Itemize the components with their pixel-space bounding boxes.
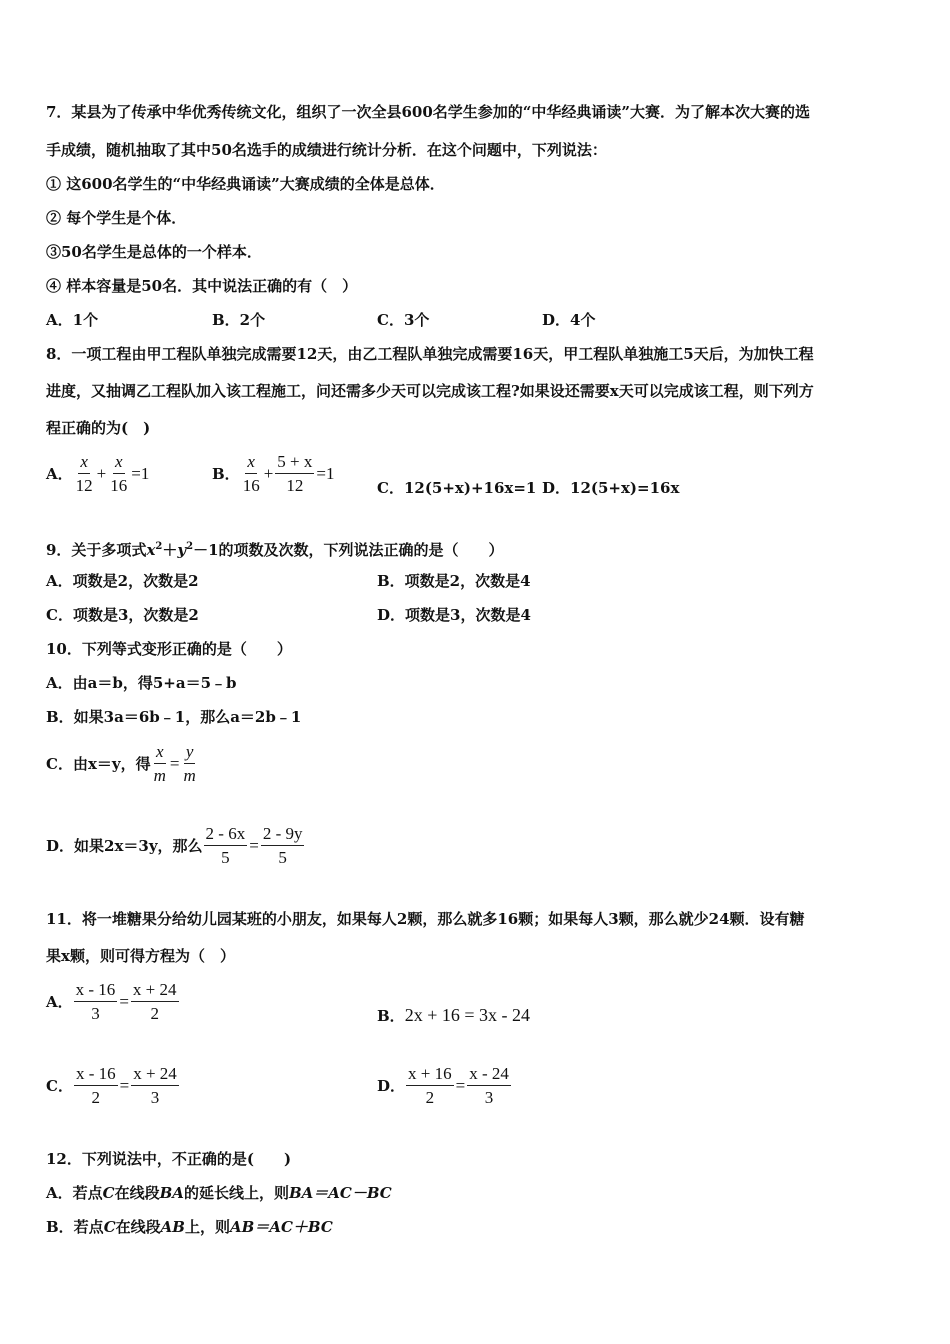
- q8-stem-line1: 8．一项工程由甲工程队单独完成需要12天，由乙工程队单独完成需要16天，甲工程队单独施工5天后，为加快工程: [46, 345, 814, 363]
- fraction: $\frac{x - 16}{2}$: [75, 1064, 116, 1107]
- q8-option-d: D．12(5+x)=16x: [542, 479, 680, 497]
- fraction: $\frac{x}{m}$: [153, 742, 166, 785]
- q12-option-b: B．若点C在线段AB上，则AB＝AC＋BC: [46, 1218, 333, 1236]
- fraction: $\frac{2 - 6x}{5}$: [205, 824, 246, 867]
- q10-option-d: D．如果2x＝3y，那么 $\frac{2 - 6x}{5}$ = $\frac{2 - 9y}{5}$: [46, 824, 303, 867]
- q9-option-d: D．项数是3，次数是4: [377, 606, 531, 624]
- q8-option-c: C．12(5+x)+16x=1: [377, 479, 537, 497]
- fraction: $\frac{x + 16}{2}$: [408, 1064, 452, 1107]
- q11-stem-line1: 11．将一堆糖果分给幼儿园某班的小朋友，如果每人2颗，那么就多16颗；如果每人3颗，那么就少24颗．设有糖: [46, 910, 805, 928]
- q8-option-a-label: A．: [46, 465, 73, 483]
- q8-option-b: B． $\frac{x}{16}$ + $\frac{5 + x}{12}$ =1: [212, 452, 335, 495]
- q8-stem-line3: 程正确的为( ): [46, 419, 151, 437]
- q7-option-a: A．1个: [46, 311, 99, 329]
- fraction: $\frac{x + 24}{3}$: [133, 1064, 177, 1107]
- q7-statement-2: ② 每个学生是个体．: [46, 209, 187, 227]
- q7-option-d: D．4个: [542, 311, 596, 329]
- q9-option-b: B．项数是2，次数是4: [377, 572, 531, 590]
- q11-stem-line2: 果x颗，则可得方程为（ ）: [46, 947, 235, 965]
- q9-option-c: C．项数是3，次数是2: [46, 606, 199, 624]
- fraction: $\frac{x}{12}$: [75, 452, 93, 495]
- q7-stem-line2: 手成绩，随机抽取了其中50名选手的成绩进行统计分析．在这个问题中，下列说法：: [46, 141, 607, 159]
- q10-option-b: B．如果3a＝6b﹣1，那么a＝2b﹣1: [46, 708, 302, 726]
- fraction: $\frac{x - 24}{3}$: [469, 1064, 509, 1107]
- q9-stem: 9．关于多项式$x^2+y^2-1$的项数及次数，下列说法正确的是（ ）: [46, 541, 504, 559]
- fraction: $\frac{x - 16}{3}$: [75, 980, 116, 1023]
- q12-option-a: A．若点C在线段BA的延长线上，则BA＝AC－BC: [46, 1184, 392, 1202]
- fraction: $\frac{x}{16}$: [242, 452, 260, 495]
- q7-statement-4: ④ 样本容量是50名．其中说法正确的有（ ）: [46, 277, 358, 295]
- q7-statement-1: ① 这600名学生的“中华经典诵读”大赛成绩的全体是总体．: [46, 175, 445, 193]
- q12-stem: 12．下列说法中，不正确的是( ): [46, 1150, 292, 1168]
- q8-option-b-label: B．: [212, 465, 240, 483]
- q7-stem-line1: 7．某县为了传承中华优秀传统文化，组织了一次全县600名学生参加的“中华经典诵读”大赛．为了解本次大赛的选: [46, 103, 811, 121]
- q7-option-c: C．3个: [377, 311, 430, 329]
- fraction: $\frac{y}{m}$: [183, 742, 196, 785]
- q8-stem-line2: 进度，又抽调乙工程队加入该工程施工，问还需多少天可以完成该工程?如果设还需要x天可以完成该工程，则下列方: [46, 382, 814, 400]
- q10-stem: 10．下列等式变形正确的是（ ）: [46, 640, 292, 658]
- q10-option-a: A．由a＝b，得5+a＝5﹣b: [46, 674, 237, 692]
- fraction: $\frac{x + 24}{2}$: [132, 980, 177, 1023]
- q11-option-b: B．2x + 16 = 3x - 24: [377, 1005, 530, 1025]
- q11-option-c: C． $\frac{x - 16}{2}$ = $\frac{x + 24}{3}$: [46, 1064, 177, 1107]
- fraction: $\frac{x}{16}$: [110, 452, 128, 495]
- q8-option-a: A． $\frac{x}{12}$ + $\frac{x}{16}$ =1: [46, 452, 150, 495]
- q11-option-a: A． $\frac{x - 16}{3}$ = $\frac{x + 24}{2}$: [46, 980, 177, 1023]
- q11-option-d: D． $\frac{x + 16}{2}$ = $\frac{x - 24}{3}$: [377, 1064, 509, 1107]
- q10-option-c: C．由x＝y，得 $\frac{x}{m}$ = $\frac{y}{m}$: [46, 742, 196, 785]
- q7-option-b: B．2个: [212, 311, 266, 329]
- fraction: $\frac{2 - 9y}{5}$: [262, 824, 303, 867]
- fraction: $\frac{5 + x}{12}$: [277, 452, 313, 495]
- q7-statement-3: ③50名学生是总体的一个样本．: [46, 243, 262, 261]
- q9-option-a: A．项数是2，次数是2: [46, 572, 199, 590]
